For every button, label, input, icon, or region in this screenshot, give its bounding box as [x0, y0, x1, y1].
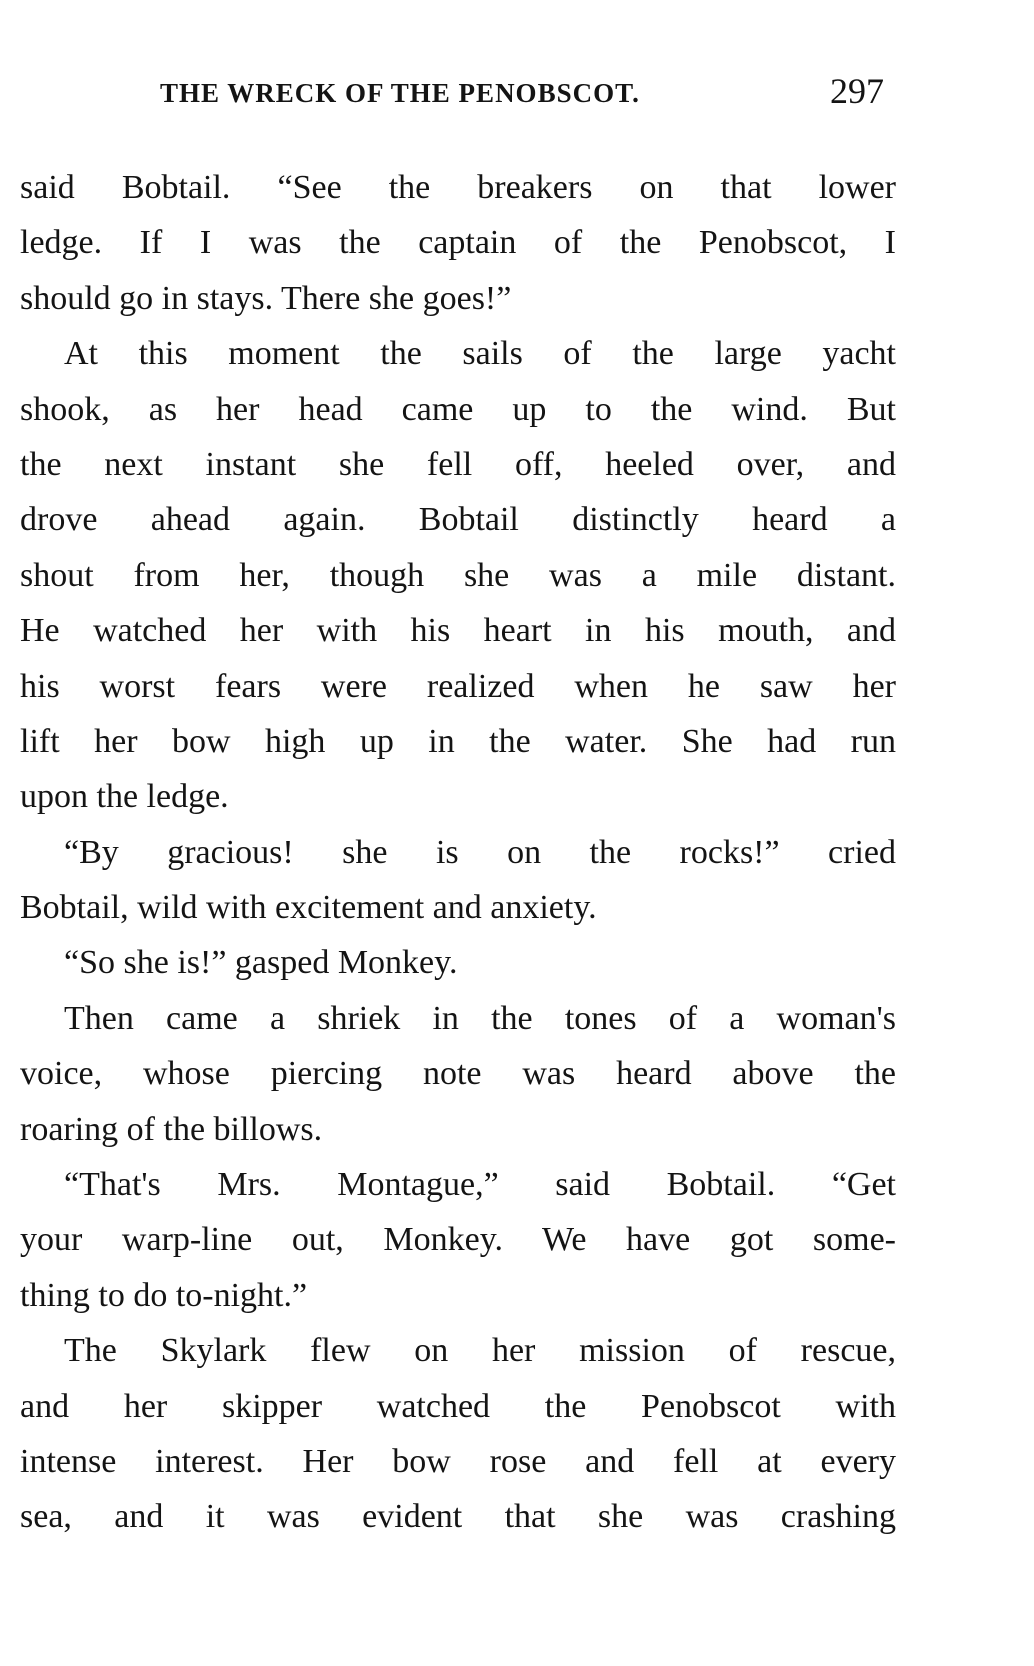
text-line: shook, as her head came up to the wind. But: [20, 390, 896, 428]
text-line: sea, and it was evident that she was crashing: [20, 1498, 896, 1536]
page-header: [0, 70, 1034, 114]
text-line: Bobtail, wild with excitement and anxiety.: [20, 889, 597, 927]
text-line: your warp-line out, Monkey. We have got some-: [20, 1221, 896, 1259]
text-line: voice, whose piercing note was heard above the: [20, 1055, 896, 1093]
text-line: roaring of the billows.: [20, 1110, 323, 1148]
text-line: should go in stays. There she goes!”: [20, 279, 512, 317]
text-line: his worst fears were realized when he saw her: [20, 667, 896, 705]
text-line: “That's Mrs. Montague,” said Bobtail. “Get: [64, 1166, 896, 1204]
text-line: Then came a shriek in the tones of a woman's: [64, 999, 896, 1037]
text-line: upon the ledge.: [20, 778, 229, 816]
text-line: “By gracious! she is on the rocks!” cried: [64, 833, 896, 871]
page-body: [20, 160, 896, 1545]
text-line: intense interest. Her bow rose and fell at every: [20, 1442, 896, 1480]
text-line: The Skylark flew on her mission of rescue,: [64, 1332, 896, 1370]
text-line: drove ahead again. Bobtail distinctly heard a: [20, 501, 896, 539]
page-number: 297: [830, 71, 884, 111]
text-line: and her skipper watched the Penobscot with: [20, 1387, 896, 1425]
text-line: shout from her, though she was a mile distant.: [20, 556, 896, 594]
text-line: “So she is!” gasped Monkey.: [64, 944, 458, 982]
text-line: lift her bow high up in the water. She had run: [20, 722, 896, 760]
text-line: thing to do to-night.”: [20, 1276, 308, 1314]
text-line: He watched her with his heart in his mouth, and: [20, 612, 896, 650]
running-title: THE WRECK OF THE PENOBSCOT.: [160, 78, 640, 108]
text-line: ledge. If I was the captain of the Penobscot, I: [20, 224, 896, 262]
text-line: the next instant she fell off, heeled over, and: [20, 445, 896, 483]
text-line: At this moment the sails of the large yacht: [64, 335, 896, 373]
text-line: said Bobtail. “See the breakers on that lower: [20, 169, 896, 206]
